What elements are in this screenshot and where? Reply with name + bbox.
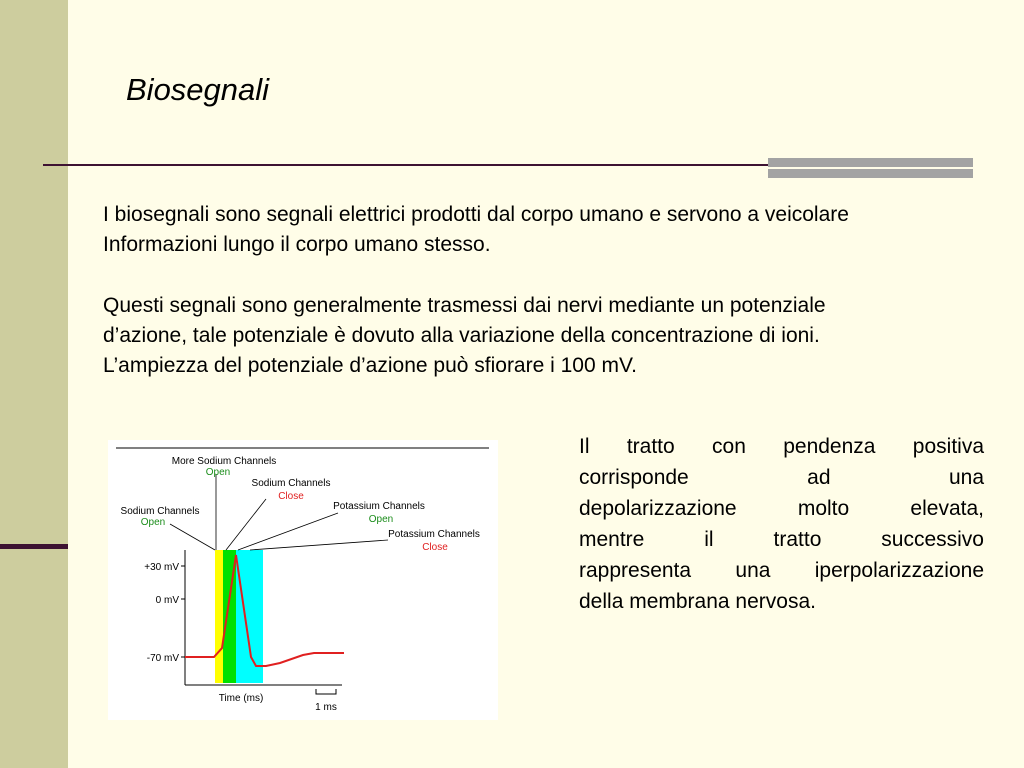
explanation-line-6: della membrana nervosa. bbox=[579, 590, 816, 613]
explanation-line-4: mentre il tratto successivo bbox=[579, 528, 984, 551]
y-tick-label-zero: 0 mV bbox=[155, 595, 179, 606]
explanation-line-3: depolarizzazione molto elevata, bbox=[579, 497, 984, 520]
band-cyan bbox=[236, 550, 263, 683]
label-sodium-close-state: Close bbox=[278, 491, 304, 502]
label-more-sodium-state: Open bbox=[205, 467, 231, 478]
action-potential-diagram bbox=[108, 440, 498, 720]
label-potassium-open: Potassium Channels bbox=[333, 501, 425, 512]
left-decor-rule bbox=[0, 544, 68, 549]
detail-paragraph bbox=[103, 291, 826, 381]
intro-line-1: I biosegnali sono segnali elettrici prodotti dal corpo umano e servono a veicolare bbox=[103, 203, 849, 226]
slide-title: Biosegnali bbox=[126, 72, 270, 107]
explanation-line-1: Il tratto con pendenza positiva bbox=[579, 435, 984, 458]
x-axis-label: Time (ms) bbox=[218, 693, 264, 704]
y-tick-label-minus70: -70 mV bbox=[146, 653, 179, 664]
label-potassium-close-state: Close bbox=[422, 542, 448, 553]
label-sodium-open-state: Open bbox=[140, 517, 166, 528]
y-tick-label-plus30: +30 mV bbox=[144, 562, 179, 573]
intro-paragraph bbox=[103, 200, 849, 260]
band-yellow bbox=[215, 550, 223, 683]
label-sodium-close: Sodium Channels bbox=[251, 478, 331, 489]
label-more-sodium: More Sodium Channels bbox=[171, 456, 277, 467]
left-decor-band bbox=[0, 0, 68, 768]
intro-line-2: Informazioni lungo il corpo umano stesso. bbox=[103, 233, 491, 256]
detail-line-2: d’azione, tale potenziale è dovuto alla variazione della concentrazione di ioni. bbox=[103, 324, 820, 347]
figure-explanation bbox=[579, 431, 984, 617]
detail-line-3: L’ampiezza del potenziale d’azione può sfiorare i 100 mV. bbox=[103, 354, 637, 377]
scale-bar-label: 1 ms bbox=[315, 702, 337, 713]
label-potassium-close: Potassium Channels bbox=[388, 529, 480, 540]
explanation-line-2: corrisponde ad una bbox=[579, 466, 984, 489]
explanation-line-5: rappresenta una iperpolarizzazione bbox=[579, 559, 984, 582]
detail-line-1: Questi segnali sono generalmente trasmessi dai nervi mediante un potenziale bbox=[103, 294, 826, 317]
label-sodium-open: Sodium Channels bbox=[120, 506, 200, 517]
label-potassium-open-state: Open bbox=[368, 514, 394, 525]
title-divider-accent-line bbox=[768, 167, 973, 169]
